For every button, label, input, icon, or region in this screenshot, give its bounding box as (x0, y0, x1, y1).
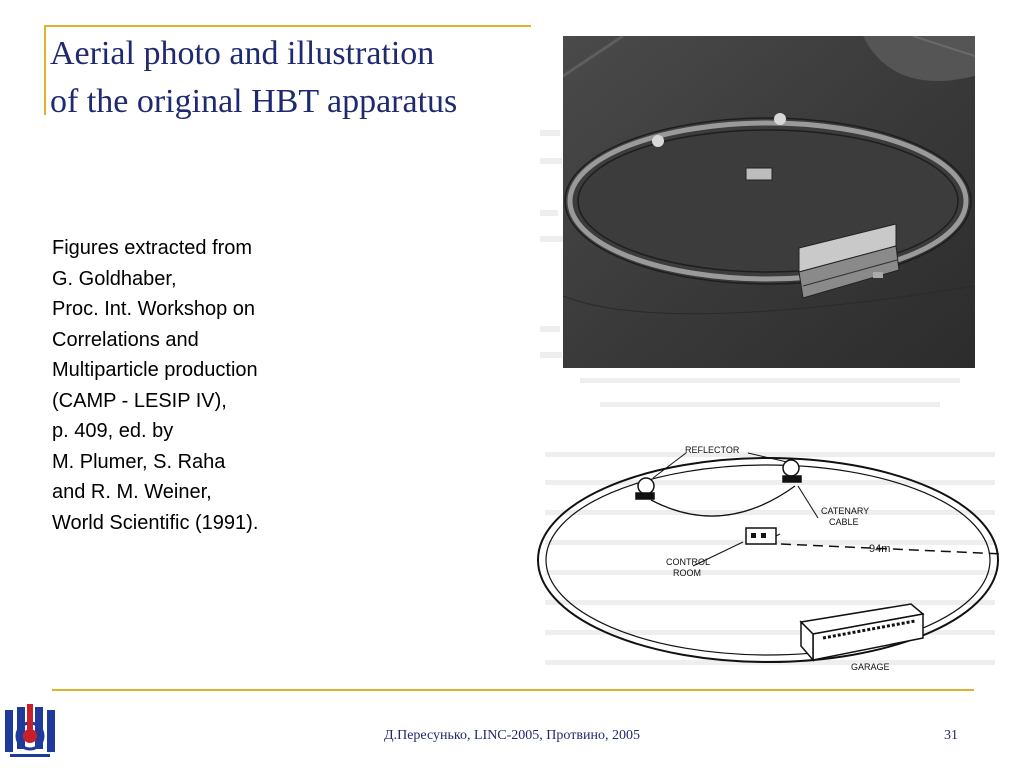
label-control: CONTROL (666, 557, 711, 567)
citation-line: G. Goldhaber, (52, 267, 177, 290)
citation-line: M. Plumer, S. Raha (52, 450, 226, 473)
title-accent-rule-vertical (44, 25, 46, 115)
garage-sketch (801, 604, 923, 660)
label-distance: 94m (869, 543, 891, 555)
citation-line: Multiparticle production (52, 359, 258, 381)
citation-line: Correlations and (52, 328, 199, 351)
label-cable: CABLE (829, 517, 859, 527)
label-catenary: CATENARY (821, 506, 870, 516)
aerial-photo (563, 36, 975, 368)
title-accent-rule (44, 25, 531, 27)
page-number: 31 (944, 728, 958, 743)
slide-title-line: of the original HBT apparatus (50, 83, 458, 120)
label-garage: GARAGE (851, 662, 890, 672)
control-room-sketch (746, 528, 780, 544)
slide-title-line: Aerial photo and illustration (50, 35, 435, 72)
label-room: ROOM (673, 568, 701, 578)
label-reflector: REFLECTOR (685, 445, 740, 455)
slide-title (50, 30, 457, 126)
citation-line: Proc. Int. Workshop on (52, 298, 256, 320)
footer-rule (52, 689, 974, 691)
citation-line: (CAMP - LESIP IV), (52, 389, 227, 412)
footer-text: Д.Пересунько, LINC-2005, Протвино, 2005 (384, 728, 640, 743)
citation-line: p. 409, ed. by (52, 420, 174, 442)
citation-line: and R. M. Weiner, (52, 481, 212, 503)
citation-line: World Scientific (1991). (52, 511, 259, 534)
citation-line: Figures extracted from (52, 237, 253, 259)
citation-text (52, 233, 258, 538)
apparatus-illustration (533, 438, 1013, 688)
